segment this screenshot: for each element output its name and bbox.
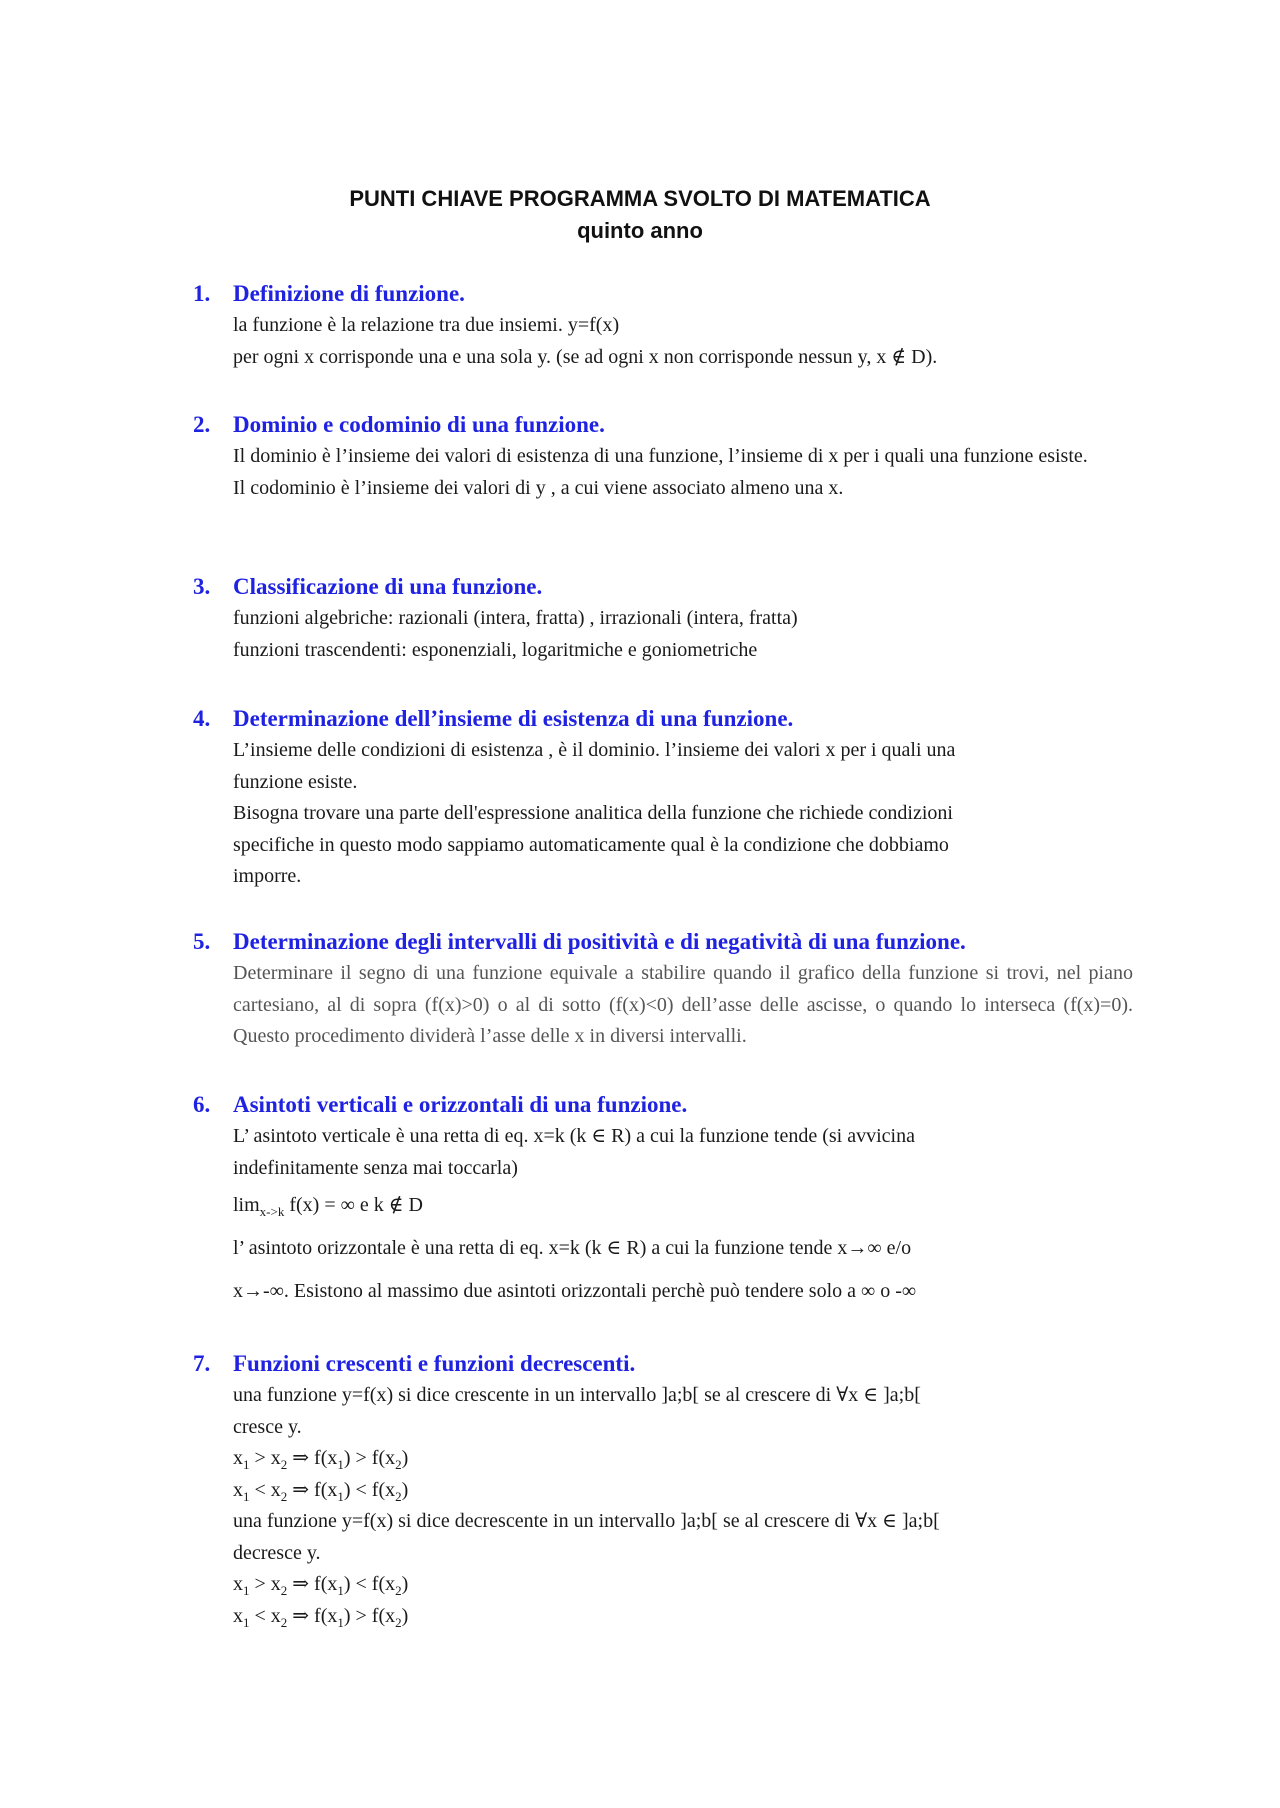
formula-text: > x bbox=[249, 1573, 281, 1595]
text-line: specifiche in questo modo sappiamo automaticamente qual è la condizione che dobbiamo bbox=[233, 833, 949, 856]
text-line: per ogni x corrisponde una e una sola y. (se ad ogni x non corrisponde nessun y, x ∉ D). bbox=[233, 345, 938, 368]
section-body bbox=[233, 1380, 1133, 1632]
formula-subscript: 1 bbox=[243, 1583, 250, 1598]
section-number: 3. bbox=[193, 574, 211, 599]
text-line: una funzione y=f(x) si dice decrescente in un intervallo ]a;b[ se al crescere di ∀x ∈ ]a;b[ bbox=[233, 1510, 940, 1532]
formula-line bbox=[233, 1569, 1133, 1601]
section-7 bbox=[193, 1348, 1133, 1632]
section-5 bbox=[193, 926, 1133, 1053]
formula-text: ) bbox=[401, 1604, 409, 1627]
formula-subscript: 1 bbox=[337, 1488, 344, 1504]
section-title: Determinazione dell’insieme di esistenza di una funzione. bbox=[233, 706, 794, 731]
text-line: funzioni trascendenti: esponenziali, logaritmiche e goniometriche bbox=[233, 638, 758, 661]
text-paragraph: Il dominio è l’insieme dei valori di esistenza di una funzione, l’insieme di x per i quali una funzione esiste. bbox=[233, 445, 1088, 467]
formula-subscript: 1 bbox=[337, 1614, 344, 1630]
section-body bbox=[233, 310, 1133, 373]
text-line: L’ asintoto verticale è una retta di eq. x=k (k ∈ R) a cui la funzione tende (si avvicina bbox=[233, 1125, 915, 1147]
text-line: x→-∞. Esistono al massimo due asintoti orizzontali perchè può tendere solo a ∞ o -∞ bbox=[233, 1280, 917, 1302]
formula-line bbox=[233, 1443, 1133, 1475]
formula-text: ) < f(x bbox=[343, 1573, 396, 1595]
limit-formula bbox=[233, 1184, 1133, 1227]
section-body bbox=[233, 1121, 1133, 1313]
formula-text: ) < f(x bbox=[343, 1478, 396, 1501]
section-number: 1. bbox=[193, 281, 211, 306]
formula-text: > x bbox=[249, 1447, 281, 1469]
text-line: imporre. bbox=[233, 865, 302, 887]
formula-text: ⇒ f(x bbox=[287, 1447, 338, 1469]
formula-subscript: 1 bbox=[337, 1583, 344, 1598]
section-number: 7. bbox=[193, 1351, 211, 1376]
section-4 bbox=[193, 703, 1133, 893]
section-number: 6. bbox=[193, 1092, 211, 1117]
formula-text: ) bbox=[401, 1573, 409, 1595]
section-heading bbox=[193, 409, 1133, 441]
section-number: 2. bbox=[193, 412, 211, 437]
section-heading bbox=[193, 1089, 1133, 1121]
section-6 bbox=[193, 1089, 1133, 1313]
text-line: la funzione è la relazione tra due insiemi. y=f(x) bbox=[233, 314, 620, 336]
formula-text: ⇒ f(x bbox=[287, 1478, 338, 1501]
text-paragraph: Determinare il segno di una funzione equivale a stabilire quando il grafico della funzione si trovi, nel piano cartesiano, al di sopra (f(x)>0) o al di sotto (f(x)<0) dell’asse delle ascisse, o quando lo interseca (f(x)=0). Questo procedimento dividerà l’asse delle x in diversi intervalli. bbox=[233, 962, 1133, 1047]
section-body bbox=[233, 441, 1133, 504]
section-title: Funzioni crescenti e funzioni decrescenti. bbox=[233, 1351, 636, 1376]
section-title: Asintoti verticali e orizzontali di una funzione. bbox=[233, 1092, 688, 1117]
section-heading bbox=[193, 571, 1133, 603]
formula-text: x bbox=[233, 1478, 243, 1501]
text-line: decresce y. bbox=[233, 1541, 321, 1564]
text-line: cresce y. bbox=[233, 1415, 302, 1438]
formula-text: ⇒ f(x bbox=[287, 1604, 338, 1627]
text-line: Bisogna trovare una parte dell'espressione analitica della funzione che richiede condizioni bbox=[233, 802, 953, 824]
formula-text: ⇒ f(x bbox=[287, 1573, 338, 1595]
formula-subscript: 2 bbox=[280, 1488, 288, 1504]
formula-text: < x bbox=[249, 1604, 281, 1627]
section-body bbox=[233, 735, 1133, 893]
section-title: Definizione di funzione. bbox=[233, 281, 465, 306]
formula-subscript: 2 bbox=[280, 1457, 288, 1472]
section-1 bbox=[193, 278, 1133, 373]
section-heading bbox=[193, 1348, 1133, 1380]
section-title: Determinazione degli intervalli di positività e di negatività di una funzione. bbox=[233, 929, 966, 954]
formula-subscript: 1 bbox=[337, 1457, 344, 1472]
text-line: Il codominio è l’insieme dei valori di y , a cui viene associato almeno una x. bbox=[233, 476, 844, 499]
formula-subscript: 1 bbox=[243, 1488, 250, 1504]
formula-subscript: 1 bbox=[243, 1614, 250, 1630]
section-title: Dominio e codominio di una funzione. bbox=[233, 412, 605, 437]
formula-line bbox=[233, 1475, 1133, 1507]
section-title: Classificazione di una funzione. bbox=[233, 574, 543, 599]
formula-subscript: 1 bbox=[243, 1457, 250, 1472]
section-heading bbox=[193, 278, 1133, 310]
formula-subscript: 2 bbox=[395, 1488, 402, 1504]
section-number: 5. bbox=[193, 929, 211, 954]
formula-subscript: 2 bbox=[280, 1614, 288, 1630]
lim-text: lim bbox=[233, 1194, 260, 1216]
text-line: L’insieme delle condizioni di esistenza , è il dominio. l’insieme dei valori x per i quali una bbox=[233, 739, 956, 761]
section-body bbox=[233, 603, 1133, 666]
formula-subscript: 2 bbox=[395, 1457, 402, 1472]
text-line: l’ asintoto orizzontale è una retta di eq. x=k (k ∈ R) a cui la funzione tende x→∞ e/o bbox=[233, 1237, 912, 1259]
formula-subscript: 2 bbox=[395, 1614, 402, 1630]
lim-rest: f(x) = ∞ e k ∉ D bbox=[289, 1194, 423, 1216]
text-line: indefinitamente senza mai toccarla) bbox=[233, 1156, 518, 1179]
formula-text: x bbox=[233, 1447, 243, 1469]
formula-text: x bbox=[233, 1604, 243, 1627]
formula-text: ) bbox=[401, 1478, 409, 1501]
section-2 bbox=[193, 409, 1133, 504]
document-title: PUNTI CHIAVE PROGRAMMA SVOLTO DI MATEMATICA bbox=[349, 186, 931, 211]
section-body bbox=[233, 958, 1133, 1053]
lim-subscript: x->k bbox=[259, 1204, 285, 1219]
formula-text: x bbox=[233, 1573, 243, 1595]
section-3 bbox=[193, 571, 1133, 666]
text-line: una funzione y=f(x) si dice crescente in un intervallo ]a;b[ se al crescere di ∀x ∈ ]a;b[ bbox=[233, 1384, 921, 1406]
formula-text: < x bbox=[249, 1478, 281, 1501]
formula-text: ) bbox=[401, 1447, 409, 1469]
formula-text: ) > f(x bbox=[343, 1447, 396, 1469]
text-line: funzioni algebriche: razionali (intera, fratta) , irrazionali (intera, fratta) bbox=[233, 607, 798, 629]
formula-text: ) > f(x bbox=[343, 1604, 396, 1627]
formula-subscript: 2 bbox=[280, 1583, 288, 1598]
section-heading bbox=[193, 703, 1133, 735]
text-line: funzione esiste. bbox=[233, 770, 358, 793]
formula-subscript: 2 bbox=[395, 1583, 402, 1598]
section-heading bbox=[193, 926, 1133, 958]
formula-line bbox=[233, 1601, 1133, 1633]
document-subtitle: quinto anno bbox=[577, 218, 703, 243]
section-number: 4. bbox=[193, 706, 211, 731]
